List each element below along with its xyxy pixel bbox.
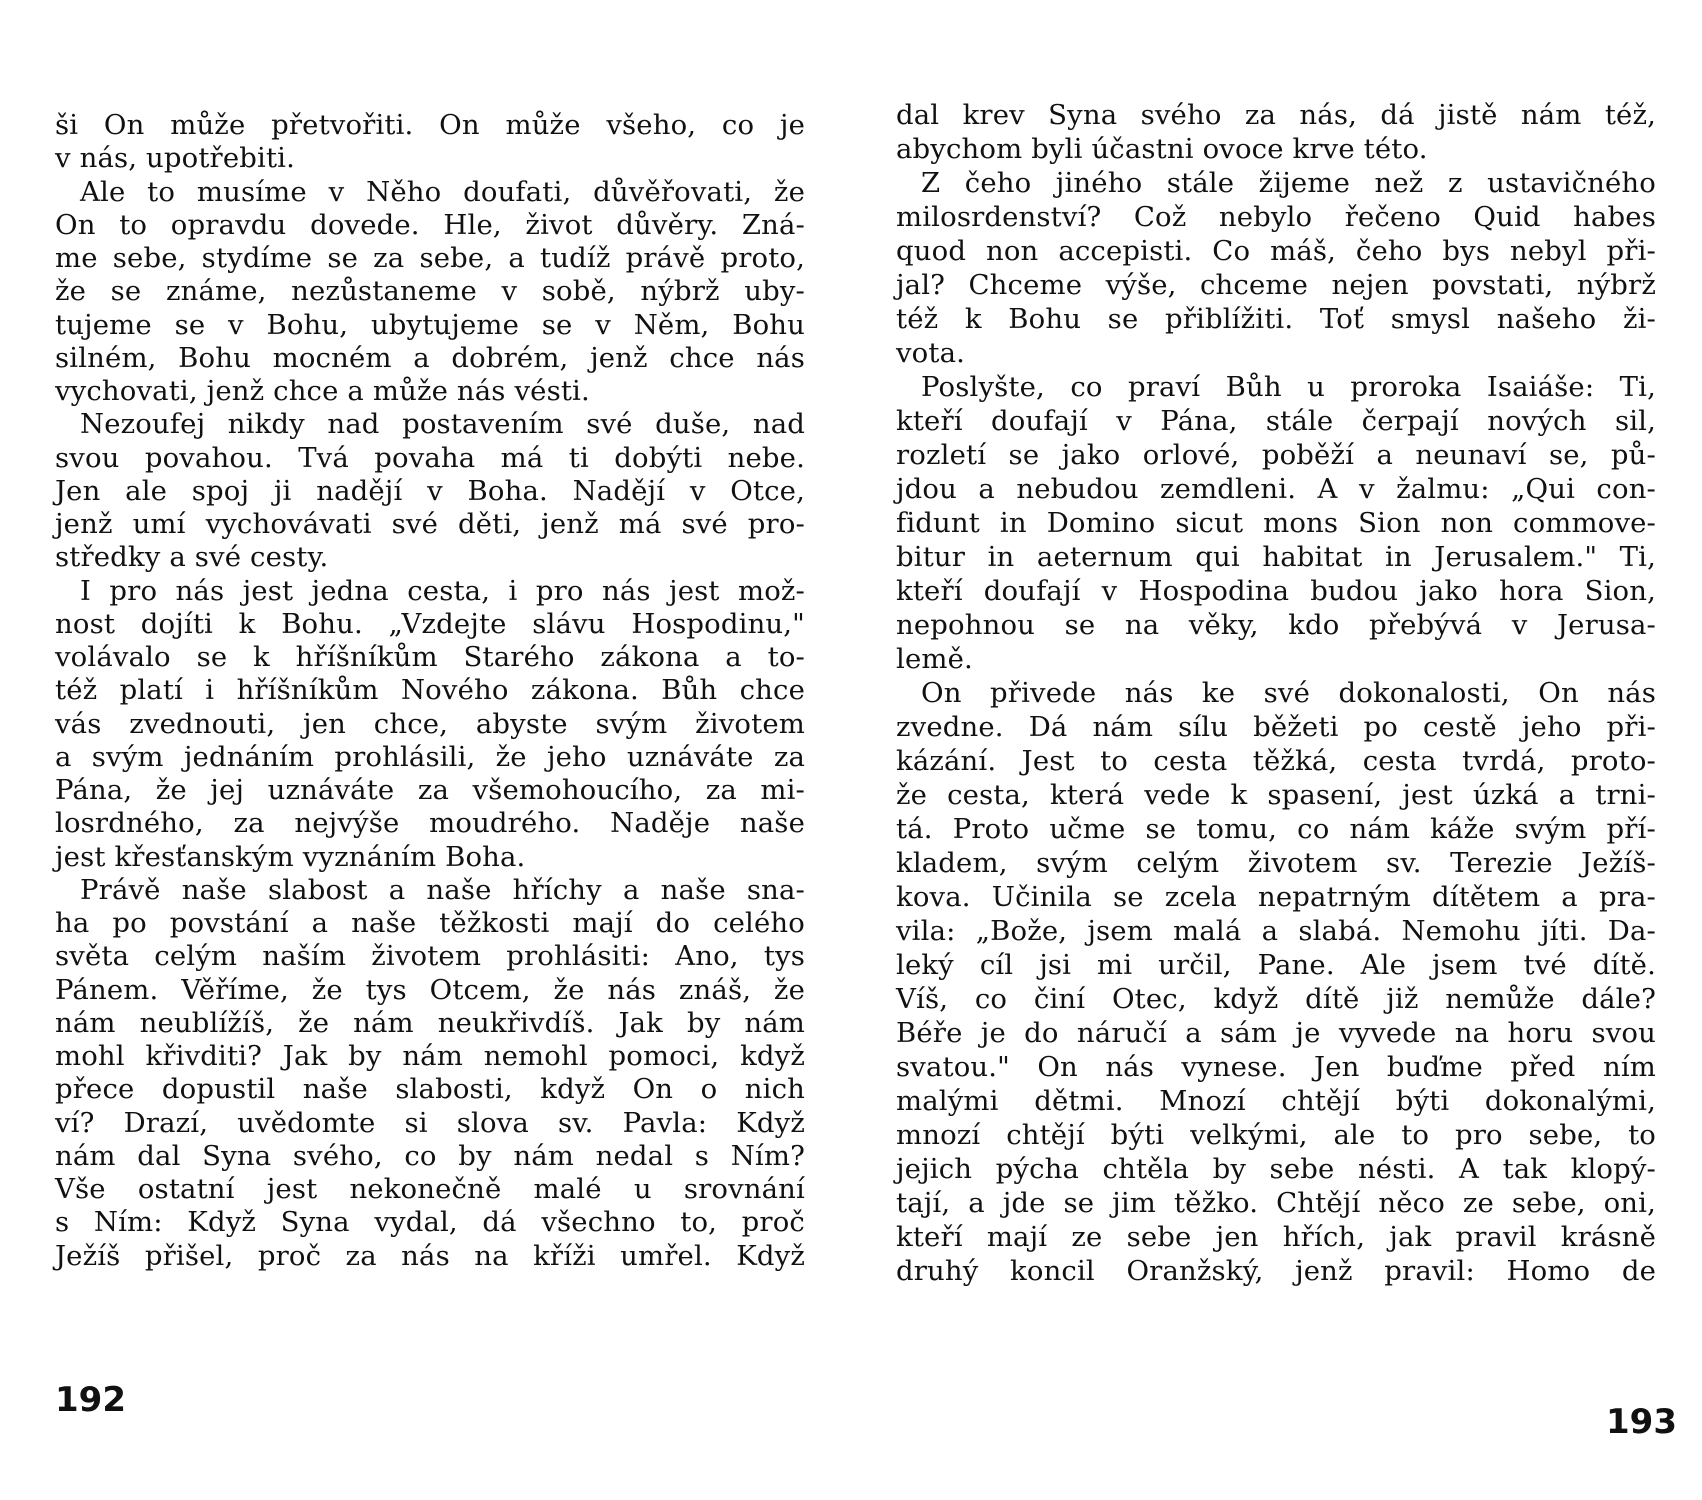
right-page — [851, 0, 1702, 1500]
text-line: losrdného, za nejvýše moudrého. Naděje naše — [55, 807, 805, 839]
text-line: Pána, že jej uznáváte za všemohoucího, za mi- — [55, 774, 805, 806]
text-line: nám dal Syna svého, co by nám nedal s Ním? — [55, 1140, 805, 1172]
text-line: tají, a jde se jim těžko. Chtějí něco ze sebe, oni, — [896, 1187, 1656, 1219]
text-line: nost dojíti k Bohu. „Vzdejte slávu Hospodinu," — [55, 608, 805, 640]
text-line: kova. Učinila se zcela nepatrným dítětem a pra- — [896, 881, 1656, 913]
text-line: vota. — [896, 337, 966, 369]
text-line: nepohnou se na věky, kdo přebývá v Jerusa- — [896, 609, 1656, 641]
page-number: 192 — [55, 1380, 126, 1420]
text-line: bitur in aeternum qui habitat in Jerusalem." Ti, — [896, 541, 1656, 573]
text-line: me sebe, stydíme se za sebe, a tudíž právě proto, — [55, 242, 805, 274]
text-line: kteří mají ze sebe jen hřích, jak pravil krásně — [896, 1221, 1656, 1253]
text-line: že cesta, která vede k spasení, jest úzká a trni- — [896, 779, 1656, 811]
text-line: vychovati, jenž chce a může nás vésti. — [55, 375, 590, 407]
text-line: Béře je do náručí a sám je vyvede na horu svou — [896, 1017, 1656, 1049]
text-line: Právě naše slabost a naše hříchy a naše sna- — [80, 874, 805, 906]
text-line: světa celým naším životem prohlásiti: Ano, tys — [55, 940, 805, 972]
text-line: kladem, svým celým životem sv. Terezie Ježíš- — [896, 847, 1656, 879]
text-line: že se známe, nezůstaneme v sobě, nýbrž uby- — [55, 275, 805, 307]
text-line: kteří doufají v Hospodina budou jako hora Sion, — [896, 575, 1656, 607]
text-line: leký cíl jsi mi určil, Pane. Ale jsem tvé dítě. — [896, 949, 1656, 981]
text-line: vás zvednouti, jen chce, abyste svým životem — [55, 708, 805, 740]
text-line: druhý koncil Oranžský, jenž pravil: Homo de — [896, 1255, 1656, 1287]
page-number: 193 — [1606, 1402, 1677, 1442]
text-line: quod non accepisti. Co máš, čeho bys nebyl při- — [896, 235, 1656, 267]
text-line: fidunt in Domino sicut mons Sion non commove- — [896, 507, 1656, 539]
text-line: jenž umí vychovávati své děti, jenž má své pro- — [55, 508, 805, 540]
text-line: jest křesťanským vyznáním Boha. — [55, 841, 526, 873]
text-line: ví? Drazí, uvědomte si slova sv. Pavla: Když — [55, 1107, 805, 1139]
text-line: Ale to musíme v Něho doufati, důvěřovati, že — [80, 176, 805, 208]
text-line: přece dopustil naše slabosti, když On o nich — [55, 1073, 805, 1105]
text-line: tujeme se v Bohu, ubytujeme se v Něm, Bohu — [55, 309, 805, 341]
text-line: lemě. — [896, 643, 973, 675]
text-line: svou povahou. Tvá povaha má ti dobýti nebe. — [55, 442, 805, 474]
text-line: kázání. Jest to cesta těžká, cesta tvrdá, proto- — [896, 745, 1656, 777]
text-line: vila: „Bože, jsem malá a slabá. Nemohu jíti. Da- — [896, 915, 1656, 947]
text-line: jdou a nebudou zemdleni. A v žalmu: „Qui con- — [896, 473, 1656, 505]
text-line: Víš, co činí Otec, když dítě již nemůže dále? — [896, 983, 1656, 1015]
text-line: ha po povstání a naše těžkosti mají do celého — [55, 907, 805, 939]
text-line: též platí i hříšníkům Nového zákona. Bůh chce — [55, 674, 805, 706]
text-line: kteří doufají v Pána, stále čerpají nových sil, — [896, 405, 1656, 437]
text-line: rozletí se jako orlové, poběží a neunaví se, pů- — [896, 439, 1656, 471]
text-line: a svým jednáním prohlásili, že jeho uznáváte za — [55, 741, 805, 773]
text-line: tá. Proto učme se tomu, co nám káže svým pří- — [896, 813, 1656, 845]
text-line: Nezoufej nikdy nad postavením své duše, nad — [80, 408, 805, 440]
text-line: volávalo se k hříšníkům Starého zákona a to- — [55, 641, 805, 673]
text-line: v nás, upotřebiti. — [55, 142, 296, 174]
text-line: nám neublížíš, že nám neukřivdíš. Jak by nám — [55, 1007, 805, 1039]
text-line: s Ním: Když Syna vydal, dá všechno to, proč — [55, 1206, 805, 1238]
text-line: dal krev Syna svého za nás, dá jistě nám též, — [896, 99, 1656, 131]
text-line: On přivede nás ke své dokonalosti, On nás — [921, 677, 1656, 709]
text-line: On to opravdu dovede. Hle, život důvěry. Zná- — [55, 209, 805, 241]
text-line: Pánem. Věříme, že tys Otcem, že nás znáš, že — [55, 974, 805, 1006]
text-line: jal? Chceme výše, chceme nejen povstati, nýbrž — [896, 269, 1656, 301]
text-line: svatou." On nás vynese. Jen buďme před ním — [896, 1051, 1656, 1083]
text-line: mnozí chtějí býti velkými, ale to pro sebe, to — [896, 1119, 1656, 1151]
text-line: též k Bohu se přiblížiti. Toť smysl našeho ži- — [896, 303, 1656, 335]
text-line: malými dětmi. Mnozí chtějí býti dokonalými, — [896, 1085, 1656, 1117]
text-line: Ježíš přišel, proč za nás na kříži umřel. Když — [55, 1240, 805, 1272]
text-line: milosrdenství? Což nebylo řečeno Quid habes — [896, 201, 1656, 233]
text-line: abychom byli účastni ovoce krve této. — [896, 133, 1428, 165]
text-line: středky a své cesty. — [55, 541, 329, 573]
text-line: mohl křivditi? Jak by nám nemohl pomoci, když — [55, 1040, 805, 1072]
text-line: I pro nás jest jedna cesta, i pro nás jest mož- — [80, 575, 805, 607]
text-line: Jen ale spoj ji nadějí v Boha. Nadějí v Otce, — [55, 475, 805, 507]
text-line: ši On může přetvořiti. On může všeho, co je — [55, 109, 805, 141]
text-line: Poslyšte, co praví Bůh u proroka Isaiáše: Ti, — [921, 371, 1656, 403]
text-line: Vše ostatní jest nekonečně malé u srovnání — [55, 1173, 805, 1205]
text-line: silném, Bohu mocném a dobrém, jenž chce nás — [55, 342, 805, 374]
text-line: zvedne. Dá nám sílu běžeti po cestě jeho při- — [896, 711, 1656, 743]
text-line: Z čeho jiného stále žijeme než z ustavičného — [921, 167, 1656, 199]
text-line: jejich pýcha chtěla by sebe nésti. A tak klopý- — [896, 1153, 1656, 1185]
